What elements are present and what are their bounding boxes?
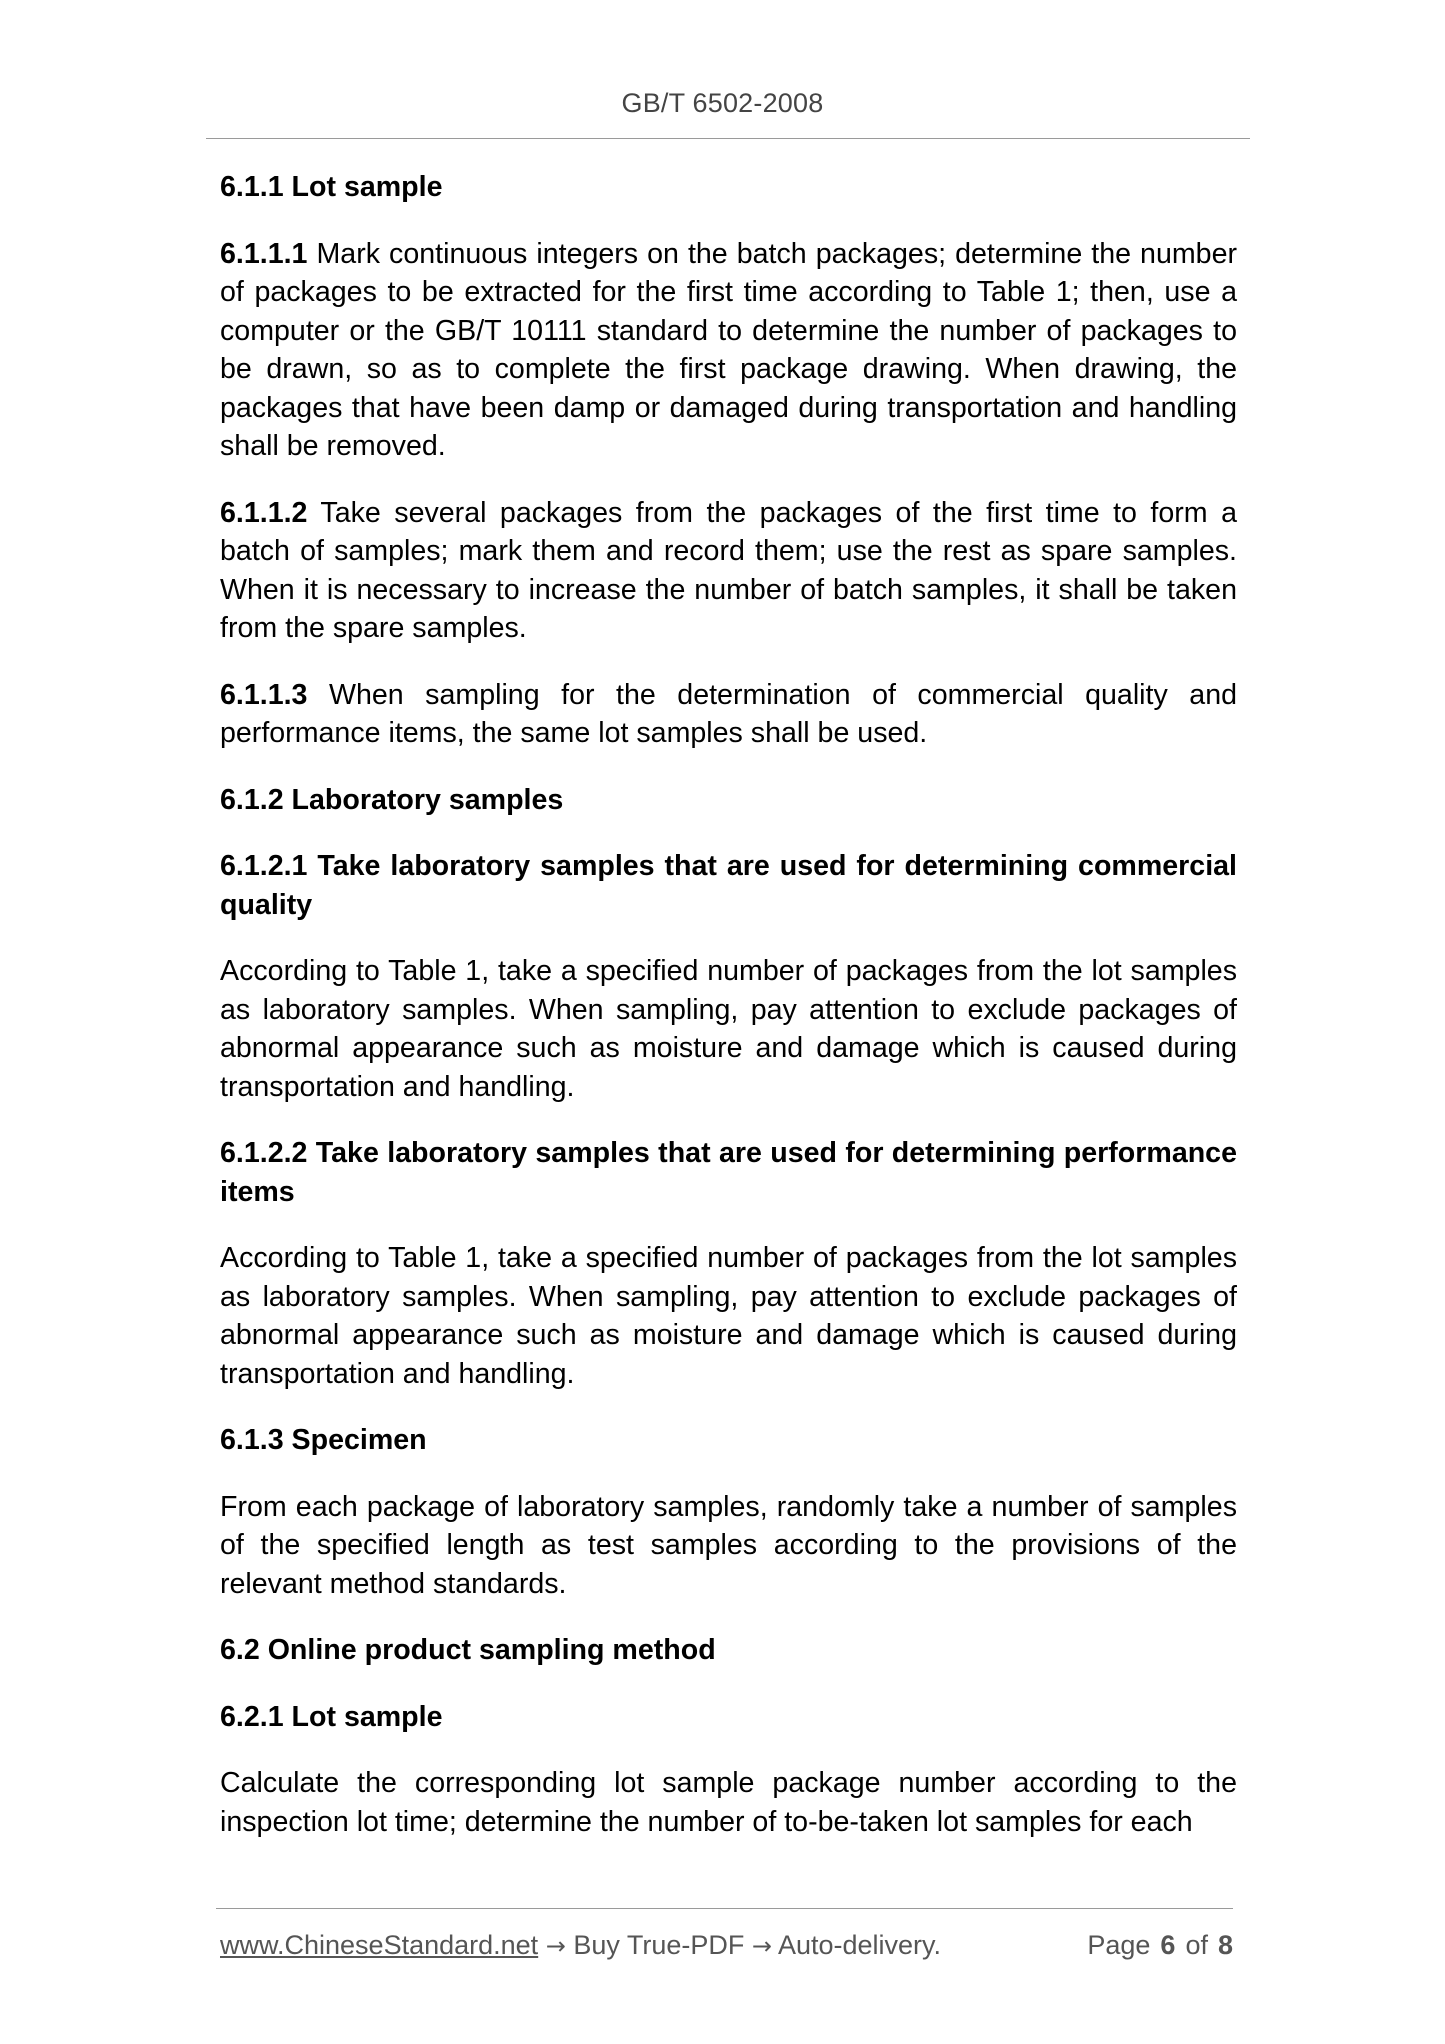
document-header-id: GB/T 6502-2008 xyxy=(621,88,824,118)
page-counter xyxy=(1087,1930,1233,1961)
footer-divider xyxy=(216,1908,1233,1909)
arrow-right-icon: → xyxy=(751,1932,772,1960)
section-6-1-1-heading: 6.1.1 Lot sample xyxy=(220,171,443,203)
delivery-text: Auto-delivery. xyxy=(771,1930,942,1960)
page-total: 8 xyxy=(1217,1930,1233,1960)
paragraph-6-2-1: Calculate the corresponding lot sample package number according to the inspection lot time; determine the number of to-be-taken lot samples for each xyxy=(220,1767,1237,1838)
clause-number: 6.1.1.3 xyxy=(220,678,308,711)
section-6-1-2-1-heading: 6.1.2.1 Take laboratory samples that are used for determining commercial quality xyxy=(220,850,1237,921)
clause-text: Mark continuous integers on the batch packages; determine the number of packages to be extracted for the first time according to Table 1; then, use a computer or the GB/T 10111 standard to determine the number of packages to be drawn, so as to complete the first package drawing. When drawing, the packages that have been damp or damaged during transportation and handling shall be removed. xyxy=(220,237,1237,462)
buy-text: Buy True-PDF xyxy=(565,1930,752,1960)
clause-number: 6.1.1.1 xyxy=(220,237,308,270)
section-6-1-2-2-heading: 6.1.2.2 Take laboratory samples that are used for determining performance items xyxy=(220,1137,1237,1208)
clause-6-1-1-2 xyxy=(220,494,1237,648)
page-word: Page xyxy=(1087,1930,1151,1960)
section-6-1-3-heading: 6.1.3 Specimen xyxy=(220,1424,427,1456)
paragraph-6-1-3: From each package of laboratory samples, randomly take a number of samples of the specified length as test samples according to the provisions of the relevant method standards. xyxy=(220,1490,1237,1600)
section-6-2-heading: 6.2 Online product sampling method xyxy=(220,1634,716,1666)
arrow-right-icon: → xyxy=(545,1932,566,1960)
section-6-2-1-heading: 6.2.1 Lot sample xyxy=(220,1700,443,1733)
footer-promo xyxy=(220,1930,941,1961)
clause-6-1-1-3 xyxy=(220,676,1237,753)
clause-number: 6.1.1.2 xyxy=(220,496,308,529)
page-footer xyxy=(220,1930,1233,1961)
clause-text: When sampling for the determination of commercial quality and performance items, the same lot samples shall be used. xyxy=(220,678,1237,749)
clause-6-1-1-1 xyxy=(220,235,1237,466)
paragraph-6-1-2-1: According to Table 1, take a specified number of packages from the lot samples as laboratory samples. When sampling, pay attention to exclude packages of abnormal appearance such as moisture and damage which is caused during transportation and handling. xyxy=(220,955,1237,1103)
section-6-1-2-heading: 6.1.2 Laboratory samples xyxy=(220,783,564,816)
page-current: 6 xyxy=(1160,1930,1176,1960)
document-body xyxy=(220,168,1237,1869)
clause-text: Take several packages from the packages of the first time to form a batch of samples; mark them and record them; use the rest as spare samples. When it is necessary to increase the number of batch samples, it shall be taken from the spare samples. xyxy=(220,496,1237,644)
site-link[interactable]: www.ChineseStandard.net xyxy=(220,1930,539,1960)
of-word: of xyxy=(1185,1930,1208,1960)
header-divider xyxy=(206,138,1250,139)
paragraph-6-1-2-2: According to Table 1, take a specified number of packages from the lot samples as laboratory samples. When sampling, pay attention to exclude packages of abnormal appearance such as moisture and damage which is caused during transportation and handling. xyxy=(220,1242,1237,1390)
